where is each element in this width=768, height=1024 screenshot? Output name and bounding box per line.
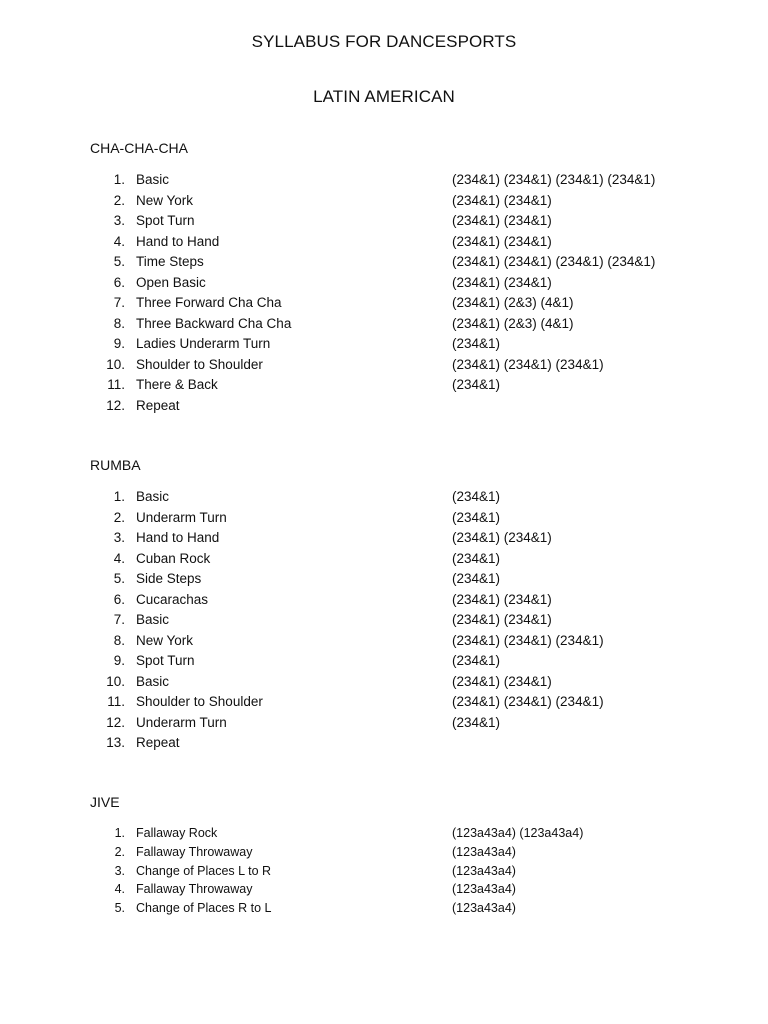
figure-count: (234&1) (234&1) xyxy=(452,591,552,607)
figure-name: Fallaway Rock xyxy=(136,826,218,840)
figure-name: New York xyxy=(136,192,194,208)
figure-name: Fallaway Throwaway xyxy=(136,882,253,897)
section-heading-cha-cha-cha: CHA-CHA-CHA xyxy=(90,140,188,156)
figure-name: Change of Places R to L xyxy=(136,901,272,916)
document-title: SYLLABUS FOR DANCESPORTS xyxy=(251,32,517,51)
figure-count: (123a43a4) xyxy=(452,844,516,859)
list-item xyxy=(0,489,768,510)
item-number: 8. xyxy=(113,632,125,648)
list-item xyxy=(0,530,768,551)
figure-count: (234&1) xyxy=(452,509,501,525)
item-number: 6. xyxy=(113,591,125,607)
list-item xyxy=(0,551,768,572)
item-number: 3. xyxy=(113,213,125,228)
list-item xyxy=(0,377,768,398)
list-item xyxy=(0,633,768,654)
figure-name: Shoulder to Shoulder xyxy=(136,356,263,372)
item-number: 6. xyxy=(113,274,125,290)
figure-name: Spot Turn xyxy=(136,213,195,228)
figure-count: (234&1) (234&1) xyxy=(452,233,552,249)
figure-count: (234&1) (234&1) (234&1) xyxy=(452,694,604,709)
figure-count: (123a43a4) xyxy=(452,901,516,916)
figure-name: Open Basic xyxy=(136,274,206,290)
figure-name: Cuban Rock xyxy=(136,550,211,566)
figure-name: Three Backward Cha Cha xyxy=(136,315,292,331)
figure-count: (234&1) xyxy=(452,714,501,730)
item-number: 12. xyxy=(106,397,125,413)
figure-name: Fallaway Throwaway xyxy=(136,844,253,859)
figure-count: (234&1) (234&1) xyxy=(452,274,552,290)
list-item xyxy=(0,882,768,901)
list-item xyxy=(0,845,768,864)
item-number: 2. xyxy=(114,844,125,859)
figure-count: (234&1) xyxy=(452,571,501,586)
figure-list-cha-cha-cha xyxy=(0,172,768,418)
list-item xyxy=(0,901,768,920)
item-number: 4. xyxy=(114,882,125,897)
figure-count: (234&1) (234&1) (234&1) xyxy=(452,632,604,648)
figure-list-jive xyxy=(0,826,768,920)
figure-name: Change of Places L to R xyxy=(136,863,272,878)
list-item xyxy=(0,172,768,193)
figure-name: Underarm Turn xyxy=(136,714,227,730)
list-item xyxy=(0,398,768,419)
list-item xyxy=(0,316,768,337)
list-item xyxy=(0,653,768,674)
list-item xyxy=(0,193,768,214)
list-item xyxy=(0,735,768,756)
list-item xyxy=(0,336,768,357)
figure-name: Hand to Hand xyxy=(136,233,220,249)
section-heading-jive: JIVE xyxy=(90,794,120,810)
item-number: 2. xyxy=(113,192,125,208)
figure-list-rumba xyxy=(0,489,768,756)
list-item xyxy=(0,295,768,316)
figure-name: Repeat xyxy=(136,397,180,413)
item-number: 11. xyxy=(107,377,125,392)
figure-count: (234&1) (234&1) (234&1) (234&1) xyxy=(452,172,656,187)
figure-count: (234&1) (234&1) xyxy=(452,192,552,208)
figure-name: Basic xyxy=(136,172,170,187)
item-number: 8. xyxy=(113,315,125,331)
list-item xyxy=(0,864,768,883)
list-item xyxy=(0,592,768,613)
item-number: 12. xyxy=(106,714,125,730)
figure-count: (234&1) xyxy=(452,653,501,668)
item-number: 7. xyxy=(113,612,125,627)
figure-count: (234&1) xyxy=(452,336,501,351)
item-number: 5. xyxy=(114,901,125,916)
item-number: 3. xyxy=(114,863,125,878)
figure-name: Basic xyxy=(136,612,170,627)
figure-count: (234&1) xyxy=(452,489,501,504)
list-item xyxy=(0,357,768,378)
figure-count: (234&1) (2&3) (4&1) xyxy=(452,315,574,331)
item-number: 2. xyxy=(113,509,125,525)
item-number: 7. xyxy=(113,295,125,310)
item-number: 9. xyxy=(113,336,125,351)
item-number: 5. xyxy=(113,254,125,269)
figure-count: (234&1) (2&3) (4&1) xyxy=(452,295,574,310)
figure-name: Shoulder to Shoulder xyxy=(136,694,263,709)
figure-name: New York xyxy=(136,632,194,648)
item-number: 11. xyxy=(107,694,125,709)
figure-count: (234&1) xyxy=(452,377,501,392)
list-item xyxy=(0,694,768,715)
item-number: 10. xyxy=(106,356,125,372)
figure-name: Three Forward Cha Cha xyxy=(136,295,282,310)
figure-name: Basic xyxy=(136,489,170,504)
list-item xyxy=(0,715,768,736)
figure-count: (234&1) (234&1) (234&1) (234&1) xyxy=(452,254,656,269)
item-number: 1. xyxy=(113,489,125,504)
list-item xyxy=(0,234,768,255)
figure-name: Hand to Hand xyxy=(136,530,220,545)
list-item xyxy=(0,571,768,592)
section-heading-rumba: RUMBA xyxy=(90,457,141,473)
list-item xyxy=(0,275,768,296)
list-item xyxy=(0,213,768,234)
figure-name: Basic xyxy=(136,673,170,689)
list-item xyxy=(0,510,768,531)
list-item xyxy=(0,254,768,275)
item-number: 10. xyxy=(106,673,125,689)
figure-count: (123a43a4) (123a43a4) xyxy=(452,826,584,840)
figure-count: (234&1) (234&1) xyxy=(452,213,552,228)
item-number: 9. xyxy=(113,653,125,668)
figure-count: (123a43a4) xyxy=(452,882,516,897)
figure-name: Underarm Turn xyxy=(136,509,227,525)
figure-count: (234&1) (234&1) xyxy=(452,612,552,627)
item-number: 4. xyxy=(113,550,125,566)
item-number: 4. xyxy=(113,233,125,249)
list-item xyxy=(0,674,768,695)
figure-count: (123a43a4) xyxy=(452,863,516,878)
figure-count: (234&1) (234&1) xyxy=(452,673,552,689)
figure-count: (234&1) (234&1) (234&1) xyxy=(452,356,604,372)
figure-name: There & Back xyxy=(136,377,218,392)
figure-count: (234&1) xyxy=(452,550,501,566)
list-item xyxy=(0,826,768,845)
figure-name: Time Steps xyxy=(136,254,204,269)
figure-name: Cucarachas xyxy=(136,591,209,607)
figure-name: Spot Turn xyxy=(136,653,195,668)
item-number: 5. xyxy=(113,571,125,586)
figure-name: Side Steps xyxy=(136,571,202,586)
figure-name: Ladies Underarm Turn xyxy=(136,336,271,351)
figure-count: (234&1) (234&1) xyxy=(452,530,552,545)
item-number: 13. xyxy=(106,735,125,750)
item-number: 3. xyxy=(113,530,125,545)
item-number: 1. xyxy=(113,172,125,187)
figure-name: Repeat xyxy=(136,735,180,750)
list-item xyxy=(0,612,768,633)
document-subtitle: LATIN AMERICAN xyxy=(313,87,455,106)
item-number: 1. xyxy=(114,826,125,840)
